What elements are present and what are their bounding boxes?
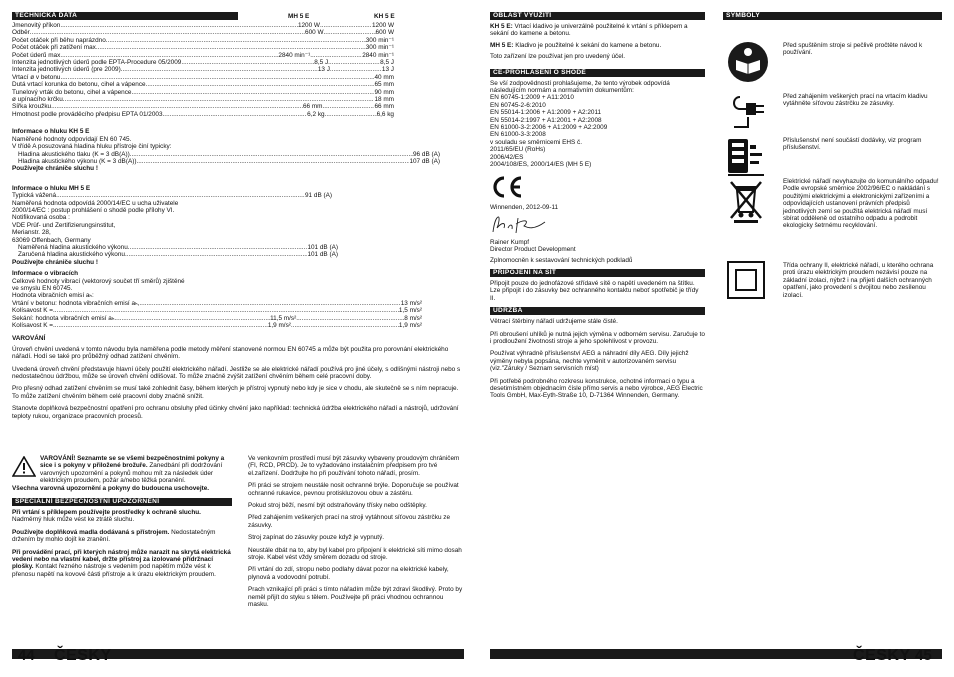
special-safety-paragraphs	[12, 509, 232, 578]
tech-data-row	[12, 74, 394, 81]
tech-data-row	[12, 22, 394, 29]
tech-data-row	[12, 66, 394, 73]
col-kh5e-label: KH 5 E	[374, 13, 395, 20]
connect-text: Připojit pouze do jednofázové střídavé sítě o napětí uvedeném na štítku. Lze připojit i do zásuvky bez ochranného kontaktu neboť spotřebič je třídy II.	[490, 279, 699, 302]
unplug-icon	[726, 91, 770, 133]
ce-declaration-lines	[490, 80, 705, 169]
paragraph: Ve venkovním prostředí musí být zásuvky vybaveny proudovým chráničem (FI, RCD, PRCD). Je to vyžadováno instalačním předpisem pro tvé el.zařízení. Dodržujte ho při používání tohoto nářadí, prosím.	[248, 455, 460, 477]
tech-value-kh5e: 600 W	[375, 29, 394, 37]
paragraph-rest: Nedostatečným držením by mohlo dojít ke zranění.	[12, 528, 216, 544]
tech-value-kh5e: 2840 min⁻¹	[362, 51, 394, 59]
row-label: Typická vážená	[12, 192, 57, 200]
tech-label: Dutá vrtací korunka do betonu, cihel a vápence.	[12, 81, 148, 89]
symbol-item	[723, 93, 942, 108]
symbols-header: SYMBOLY	[723, 12, 942, 20]
safety-warning-text	[40, 455, 232, 485]
text-line: 2000/14/EC : postup prohlášení o shodě podle přílohy VI.	[12, 206, 175, 214]
leader-row	[18, 251, 338, 258]
text-line: 2011/65/EU (RoHs)	[490, 146, 546, 154]
text-line: Hodnota vibračních emisí aₕ:	[12, 292, 94, 300]
vibration-title: Informace o vibracích	[12, 270, 79, 278]
ce-header: CE-PROHLÁŠENÍ O SHODĚ	[490, 69, 705, 77]
text-line: v souladu se směrnicemi EHS č.	[490, 138, 582, 146]
noise-kh-title: Informace o hluku KH 5 E	[12, 128, 90, 136]
tech-value-kh5e: 300 min⁻¹	[365, 44, 394, 52]
tech-data-row	[12, 37, 394, 44]
tech-value-mh5e: 66 mm	[302, 103, 323, 111]
text-line: Naměřené hodnoty odpovídají EN 60 745.	[12, 135, 132, 143]
text-line: Merianstr. 28,	[12, 229, 51, 237]
row-value: 107 dB (A)	[409, 157, 440, 165]
row-value: 11,5 m/s²	[270, 314, 297, 322]
left-column-2a	[12, 455, 232, 583]
weee-bin-icon	[726, 178, 766, 226]
signer-role: Director Product Development	[490, 246, 576, 254]
tech-label: Počet otáček při zatížení max.	[12, 44, 98, 52]
signer-name: Rainer Kumpf	[490, 238, 530, 246]
tech-data-row	[12, 96, 394, 103]
left-column-2b	[248, 455, 464, 614]
leader-row	[12, 322, 422, 329]
tech-value-mh5e: 1200 W	[297, 22, 320, 29]
row-value: 96 dB (A)	[413, 150, 440, 158]
paragraph: Pro přesný odhad zatížení chvěním se musí také zohlednit časy, během kterých je přístroj vypnutý nebo kdy je sice v chodu, ale skutečně se s ním nepracuje. To může zatížení chvěním během celé pracovní doby značně snížit.	[12, 385, 459, 400]
paragraph-rest: Kontakt řezného nástroje s vedením pod napětím může vést k přenosu napětí na kovové části přístroje a k úrazu elektrickým proudem.	[12, 563, 216, 578]
vibration-rows	[12, 300, 422, 330]
noise-kh-lines	[12, 136, 464, 151]
warning-triangle-icon	[12, 456, 36, 477]
tech-label: Tunelový vrták do betonu, cihel a vápence.	[12, 88, 134, 96]
safety-warning-bold: VAROVÁNÍ! Seznamte se se všemi bezpečnostními pokyny a sice i s pokyny v přiložené brožuře.	[40, 455, 225, 470]
paragraph-rest: Toto zařízení lze používat jen pro uvedený účel.	[490, 53, 625, 61]
tech-data-row	[12, 103, 394, 110]
leader-row	[18, 151, 440, 158]
tech-data-header: TECHNICKÁ DATA	[12, 12, 238, 20]
use-header: OBLAST VYUŽITÍ	[490, 12, 705, 20]
symbol-item	[723, 137, 942, 152]
text-line: EN 61000-3-3:2008	[490, 131, 546, 139]
signer-authorization: Zplnomocněn k sestavování technických podkladů	[490, 256, 633, 264]
noise-mh-typical-row	[12, 192, 332, 199]
symbol-item	[723, 262, 942, 299]
symbol-text: Příslušenství není součástí dodávky, viz program příslušenství.	[783, 137, 922, 152]
vibration-lines	[12, 278, 464, 300]
paragraph: Prach vznikající při práci s tímto nářadím může být zdraví škodlivý. Proto by neměl přijít do styku s tělem. Používejte při práci vhodnou ochrannou masku.	[248, 586, 463, 609]
row-value: 1,5 m/s²	[398, 307, 422, 315]
tech-data-row	[12, 59, 394, 66]
row-label: Naměřená hladina akustického výkonu	[18, 243, 128, 251]
paragraph: Při vrtání do zdí, stropu nebo podlahy dávat pozor na elektrické kabely, plynová a vodovodní potrubí.	[248, 566, 449, 581]
class-ii-icon	[726, 260, 766, 302]
text-line: EN 60745-2-6:2010	[490, 101, 546, 109]
left-language-label: ČESKY	[54, 647, 112, 664]
text-line: ve smyslu EN 60745.	[12, 285, 73, 292]
tech-value-kh5e: 6,6 kg	[376, 110, 394, 118]
tech-label: Šířka kroužku	[12, 103, 52, 111]
paragraph	[12, 509, 232, 524]
paragraph: Neustále dbát na to, aby byl kabel pro připojení k elektrické síti mimo dosah stroje. Kabel vést vždy směrem dozadu od stroje.	[248, 546, 462, 562]
tech-value-kh5e: 300 min⁻¹	[365, 36, 394, 44]
warning-paragraphs	[12, 346, 462, 420]
tech-label: Hmotnost podle prováděcího předpisu EPTA 01/2003	[12, 110, 163, 118]
row-value: 101 dB (A)	[307, 243, 338, 251]
leader-row	[12, 315, 422, 322]
tech-value-kh5e: 65 mm	[374, 81, 394, 89]
paragraph: Úroveň chvění uvedená v tomto návodu byla naměřena podle metody měření stanovené normou EN 60745 a může být použita pro porovnání elektrického nářadí. Hodí se také pro průběžný odhad zatížení chvěním.	[12, 345, 449, 361]
paragraph: Používat výhradně příslušenství AEG a náhradní díly AEG. Díly jejichž výměny nebyla popsána, nechte vyměnit v autorizovaném servisu (viz."Záruky / Seznam servisních míst)	[490, 350, 689, 373]
tech-value-mh5e: 2840 min⁻¹	[278, 51, 311, 59]
paragraph-rest: Kladivo je použitelné k sekání do kamene a betonu.	[513, 41, 662, 49]
tech-value-kh5e: 8,5 J	[380, 59, 394, 67]
paragraph: Při práci se strojem neustále nosit ochranné brýle. Doporučuje se používat ochranné rukavice, pevnou protiskluzovou obuv a zástěru.	[248, 482, 459, 497]
row-label: Vrtání v betonu: hodnota vibračních emisí aₕ,	[12, 299, 140, 307]
tech-value-mh5e: 13 J	[317, 66, 330, 74]
text-line: 2004/108/ES, 2000/14/ES (MH 5 E)	[490, 161, 592, 169]
warning-title: VAROVÁNÍ	[12, 335, 46, 343]
text-line: EN 55014-2:1997 + A1:2001 + A2:2008	[490, 116, 602, 124]
paragraph: Při obroušení uhlíků je nutná jejich výměna v odborném servisu. Zaručuje to i prodloužení životnosti stroje a jeho spolehlivost v provozu.	[490, 330, 705, 345]
symbol-text: Elektrické nářadí nevyhazujte do komunálního odpadu! Podle evropské směrnice 2002/96/EC o nakládání s použitými elektrickými a elektronickými zařízeními a odpovídajících ustanovení právních předpisů jednotlivých zemí se použitá elektrická nářadí musí sbírat odděleně od ostatního odpadu a podrobit ekologicky šetrnému recyklování.	[783, 178, 939, 230]
row-value: 1,9 m/s²	[398, 322, 422, 330]
leader-row	[12, 300, 422, 307]
right-language-label: ČESKY	[853, 647, 911, 664]
tech-label: Jmenovitý příkon	[12, 22, 61, 29]
paragraph: Uvedená úroveň chvění představuje hlavní účely použití elektrického nářadí. Jestliže se ale elektrické nářadí používá pro jiné účely, s odlišnými nástroji nebo s nedostatečnou údržbou, může se úroveň chvění odlišovat. To může značně zvýšit zatížení chvěním během celé pracovní doby.	[12, 365, 461, 381]
leader-row	[18, 158, 440, 165]
tech-data-table	[12, 22, 394, 118]
tech-label: Intenzita jednotlivých úderů podle EPTA-Procedure 05/2009	[12, 59, 182, 67]
row-label: Kolísavost K =	[12, 307, 54, 315]
paragraph-bold: Při vrtání s příklepem používejte prostředky k ochraně sluchu.	[12, 509, 201, 517]
tech-value-kh5e: 40 mm	[374, 73, 394, 81]
noise-mh-ear: Používejte chrániče sluchu !	[12, 258, 98, 266]
text-line: V třídě A posuzovaná hladina hluku přístroje činí typicky:	[12, 143, 172, 151]
text-line: EN 61000-3-2:2006 + A1:2009 + A2:2009	[490, 124, 608, 132]
place-date: Winnenden, 2012-09-11	[490, 203, 559, 211]
right-column-1	[490, 12, 705, 405]
left-page-number: 44	[18, 647, 35, 664]
text-line: 2006/42/ES	[490, 153, 524, 161]
read-manual-icon	[726, 40, 770, 86]
text-line: EN 60745-1:2009 + A11:2010	[490, 94, 574, 102]
symbol-text: Před spuštěním stroje si pečlivě pročtěte návod k používání.	[783, 42, 923, 57]
paragraph: Při potřebě podrobného rozkresu konstrukce, ochotné informaci o typu a desetimístném objednacím čísle přímo servis a nebo výrobce, AEG Electric Tools GmbH, Max-Eyth-Straße 10, D-71364 Winnenden, Germany.	[490, 377, 703, 400]
maintenance-header: ÚDRŽBA	[490, 307, 705, 315]
paragraph: Pokud stroj běží, nesmí být odstraňovány třísky nebo odštěpky.	[248, 502, 427, 510]
paragraph-bold: Při provádění prací, při kterých nástroj může narazit na skrytá elektrická vedení nebo na vlastní kabel, držte přístroj za izolované přídržnací plošky.	[12, 548, 231, 571]
tech-data-row	[12, 89, 394, 96]
paragraph-rest: Nadměrný hluk může vést ke ztrátě sluchu.	[12, 516, 135, 524]
paragraph	[490, 23, 705, 38]
tech-label: ø upínacího krčku	[12, 96, 63, 104]
left-column-1	[12, 12, 464, 425]
paragraph: Stanovte doplňková bezpečnostní opatření pro ochranu obsluhy před účinky chvění jako například: technická údržba elektrického nářadí a nástrojů, udržování teploty rukou, organizace pracovních procesů.	[12, 405, 459, 420]
row-value: 13 m/s²	[400, 299, 422, 307]
symbol-text: Třída ochrany II, elektrické nářadí, u kterého ochrana proti úrazu elektrickým proudem nezávisí pouze na základní izolaci, nýbrž i na přijetí dalších ochranných opatření, jako provedení s dvojitou nebo zesílenou izolací.	[783, 262, 934, 299]
text-line: Celkové hodnoty vibrací (vektorový součet tří směrů) zjištěné	[12, 277, 185, 285]
paragraph: Větrací štěrbiny nářadí udržujeme stále čisté.	[490, 318, 618, 326]
use-paragraphs	[490, 23, 705, 61]
safety-warning-rest: Zanedbání při dodržování varovných upozornění a pokynů mohou mít za následek úder elektrickým proudem, požár a/nebo těžká poranění.	[40, 462, 223, 485]
row-label: Zaručená hladina akustického výkonu	[18, 251, 125, 259]
tech-data-row	[12, 29, 394, 36]
row-value: 91 dB (A)	[305, 192, 332, 200]
tech-value-kh5e: 90 mm	[374, 88, 394, 96]
tech-value-mh5e: 8,5 J	[314, 59, 329, 67]
tech-data-row	[12, 111, 394, 118]
text-line: EN 55014-1:2006 + A1:2009 + A2:2011	[490, 109, 602, 117]
connect-header: PŘIPOJENÍ NA SÍŤ	[490, 269, 705, 277]
noise-mh-title: Informace o hluku MH 5 E	[12, 184, 91, 192]
paragraph-rest: Vrtací kladivo je univerzálně použitelné k vrtání s příklepem a sekání do kamene a betonu.	[490, 23, 688, 38]
tech-value-mh5e: 600 W	[305, 29, 324, 37]
tech-data-row	[12, 52, 394, 59]
symbol-item	[723, 42, 942, 57]
tech-value-mh5e: 6,2 kg	[307, 110, 325, 118]
paragraph	[490, 53, 705, 60]
signature-icon	[490, 214, 550, 236]
paragraph-bold: KH 5 E:	[490, 23, 513, 30]
tech-value-kh5e: 66 mm	[374, 103, 394, 111]
text-line: VDE Prüf- und Zertifizierungsinstitut,	[12, 221, 116, 229]
safety-keep-text: Všechna varovná upozornění a pokyny do budoucna uschovejte.	[12, 484, 210, 492]
col-mh5e-label: MH 5 E	[288, 13, 310, 20]
paragraph: Před zahájením veškerých prací na stroji vytáhnout síťovou zástrčku ze zásuvky.	[248, 514, 451, 529]
row-label: Sekání: hodnota vibračních emisí aₕ	[12, 314, 115, 322]
row-label: Hladina akustického tlaku (K = 3 dB(A))	[18, 150, 130, 158]
tech-label: Intenzita jednotlivých úderů (pre 2009)	[12, 66, 121, 74]
paragraph-bold: Používejte doplňková madla dodávaná s přístrojem.	[12, 528, 170, 536]
tech-data-row	[12, 81, 394, 88]
ce-mark-icon	[490, 175, 524, 199]
tech-value-kh5e: 18 mm	[374, 96, 394, 104]
right-page-number: 45	[915, 647, 932, 664]
paragraph	[12, 529, 232, 544]
row-value: 1,9 m/s²	[267, 322, 291, 330]
noise-kh-ear: Používejte chrániče sluchu !	[12, 165, 98, 173]
row-value: 101 dB (A)	[307, 251, 338, 259]
tech-label: Počet úderů max	[12, 51, 61, 59]
text-line: Naměřená hodnota odpovídá 2000/14/EC u ucha uživatele	[12, 199, 179, 207]
noise-mh-lines	[12, 200, 464, 244]
row-label: Kolísavost K =	[12, 322, 54, 330]
paragraph-bold: MH 5 E:	[490, 41, 514, 49]
symbol-item	[723, 178, 942, 230]
paragraph: Stroj zapínat do zásuvky pouze když je vypnutý.	[248, 534, 385, 542]
paragraph	[12, 549, 232, 579]
tech-label: Odběr	[12, 29, 30, 37]
leader-row	[12, 307, 422, 314]
row-value: 8 m/s²	[404, 314, 422, 322]
noise-kh-rows	[12, 151, 440, 166]
general-safety-paragraphs	[248, 455, 464, 609]
tech-label: Vrtací ø v betonu	[12, 73, 61, 81]
paragraph	[490, 42, 705, 49]
text-line: Notifikovaná osoba :	[12, 214, 70, 222]
maintenance-paragraphs	[490, 318, 705, 400]
right-column-2	[723, 12, 942, 299]
leader-row	[18, 244, 338, 251]
tech-value-kh5e: 1200 W	[371, 22, 394, 29]
accessories-icon	[726, 135, 766, 179]
row-label: Hladina akustického výkonu (K = 3 dB(A))	[18, 157, 137, 165]
tech-label: Počet otáček při běhu naprázdno	[12, 36, 106, 44]
symbol-text: Před zahájením veškerých prací na vrtacím kladivu vytáhněte síťovou zástrčku ze zásuvky.	[783, 93, 928, 108]
special-safety-header: SPECIÁLNÍ BEZPEČNOSTNÍ UPOZORNĚNÍ	[12, 498, 232, 506]
text-line: Se vší zodpovědností prohlašujeme, že tento výrobek odpovídá následujícím normám a normativním dokumentům:	[490, 79, 670, 95]
tech-data-row	[12, 44, 394, 51]
text-line: 63069 Offenbach, Germany	[12, 236, 91, 244]
noise-mh-rows	[12, 244, 338, 259]
tech-value-kh5e: 13 J	[381, 66, 394, 74]
